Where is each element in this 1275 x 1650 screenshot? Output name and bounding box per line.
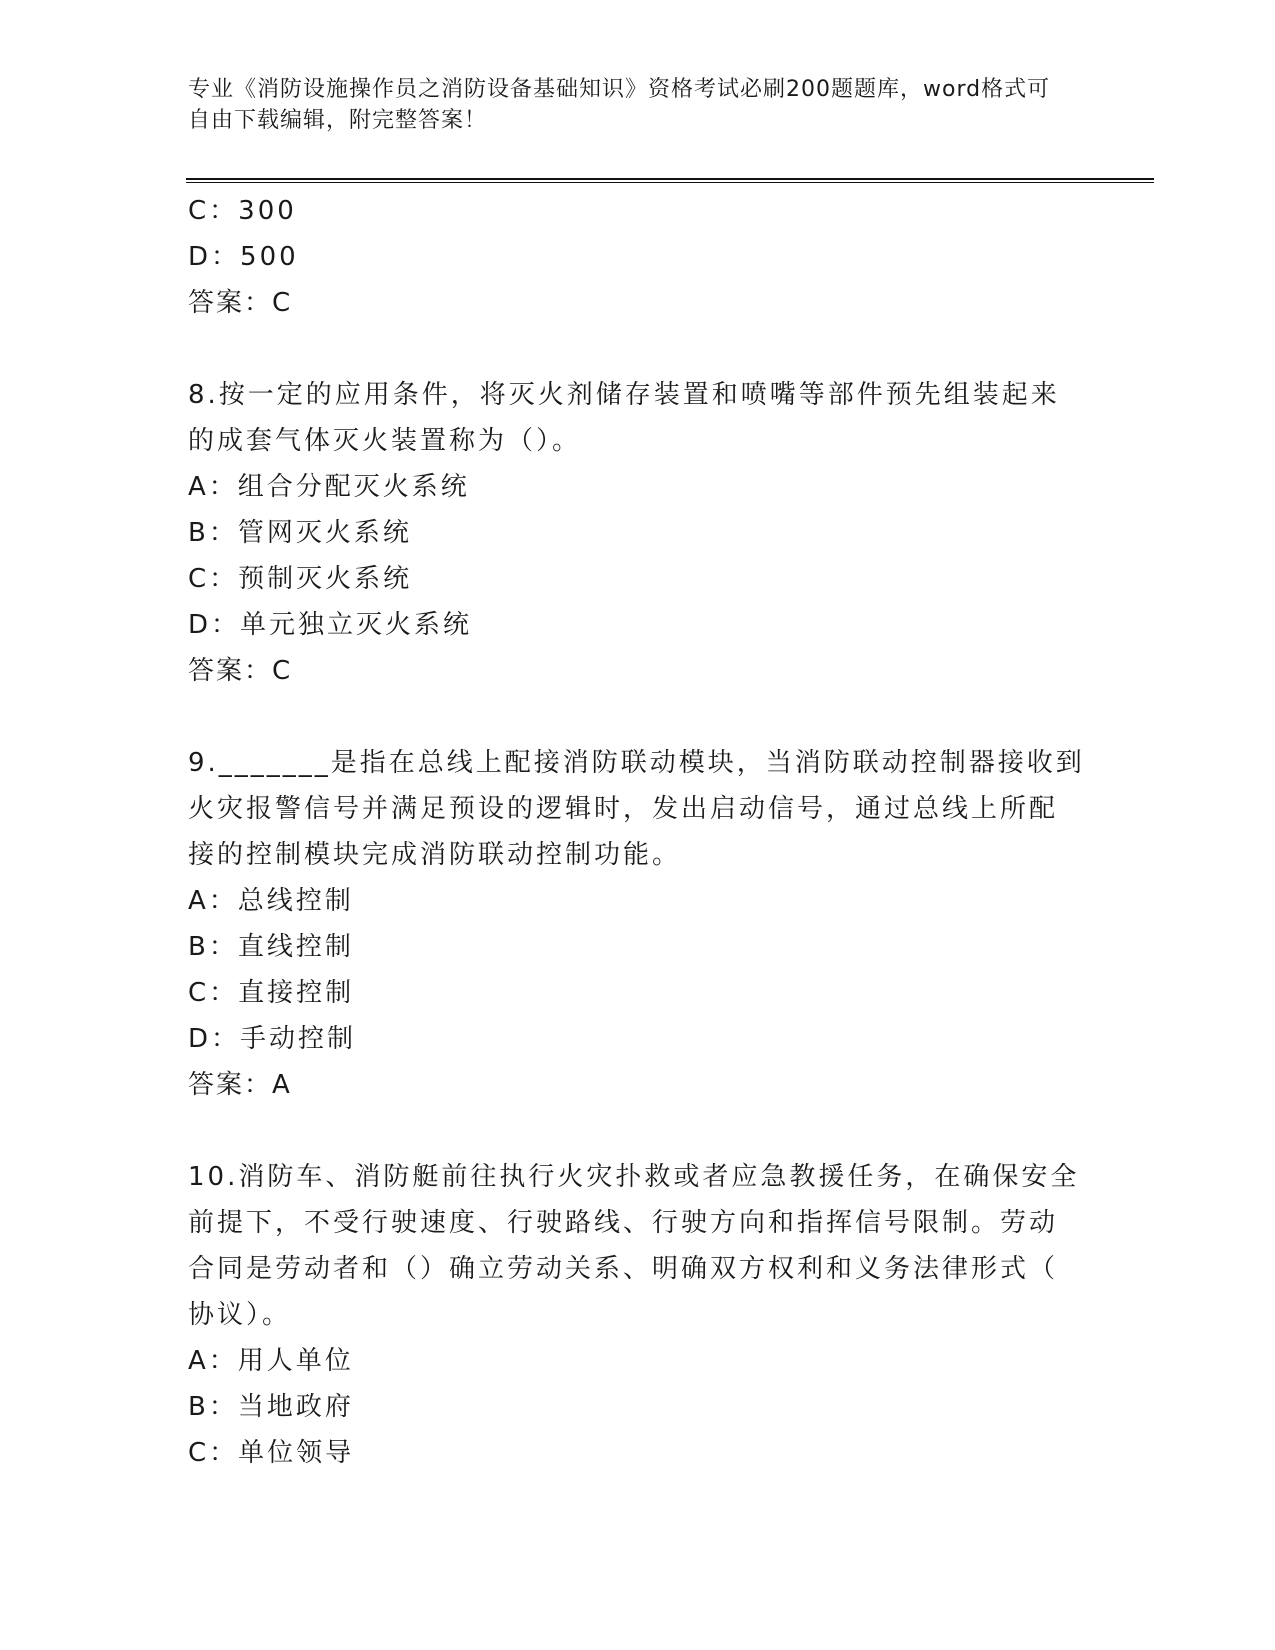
option-b: B：当地政府 <box>188 1392 354 1422</box>
previous-question-tail <box>188 188 1088 326</box>
option-a: A：总线控制 <box>188 886 354 916</box>
question-stem: 的成套气体灭火装置称为（）。 <box>188 426 582 456</box>
option-d: D：手动控制 <box>188 1024 357 1054</box>
option-b: B：直线控制 <box>188 932 354 962</box>
question-stem: 合同是劳动者和（）确立劳动关系、明确双方权利和义务法律形式（ <box>188 1254 1059 1284</box>
question-stem: 前提下，不受行驶速度、行驶路线、行驶方向和指挥信号限制。劳动 <box>188 1208 1059 1238</box>
question-9 <box>188 740 1088 1108</box>
option-b: B：管网灭火系统 <box>188 518 412 548</box>
option-c: C：300 <box>188 196 297 226</box>
question-stem: 9._______是指在总线上配接消防联动模块，当消防联动控制器接收到 <box>188 748 1085 778</box>
question-stem: 8.按一定的应用条件，将灭火剂储存装置和喷嘴等部件预先组装起来 <box>188 380 1060 410</box>
document-header: 专业《消防设施操作员之消防设备基础知识》资格考试必刷200题题库，word格式可自由下载编辑，附完整答案！ <box>188 77 1051 133</box>
question-stem: 协议）。 <box>188 1300 292 1330</box>
option-d: D：单元独立灭火系统 <box>188 610 473 640</box>
answer: 答案：C <box>188 288 293 318</box>
spacer <box>188 1108 1088 1154</box>
question-stem: 接的控制模块完成消防联动控制功能。 <box>188 840 682 870</box>
option-a: A：组合分配灭火系统 <box>188 472 470 502</box>
option-c: C：预制灭火系统 <box>188 564 413 594</box>
question-stem: 10.消防车、消防艇前往执行火灾扑救或者应急教援任务，在确保安全 <box>188 1162 1080 1192</box>
option-a: A：用人单位 <box>188 1346 354 1376</box>
question-10 <box>188 1154 1088 1476</box>
header-divider <box>186 178 1154 183</box>
spacer <box>188 326 1088 372</box>
question-8 <box>188 372 1088 694</box>
option-c: C：直接控制 <box>188 978 355 1008</box>
answer: 答案：A <box>188 1070 292 1100</box>
option-d: D：500 <box>188 242 299 272</box>
option-c: C：单位领导 <box>188 1438 355 1468</box>
question-list <box>188 188 1088 1476</box>
answer: 答案：C <box>188 656 293 686</box>
question-stem: 火灾报警信号并满足预设的逻辑时，发出启动信号，通过总线上所配 <box>188 794 1059 824</box>
spacer <box>188 694 1088 740</box>
